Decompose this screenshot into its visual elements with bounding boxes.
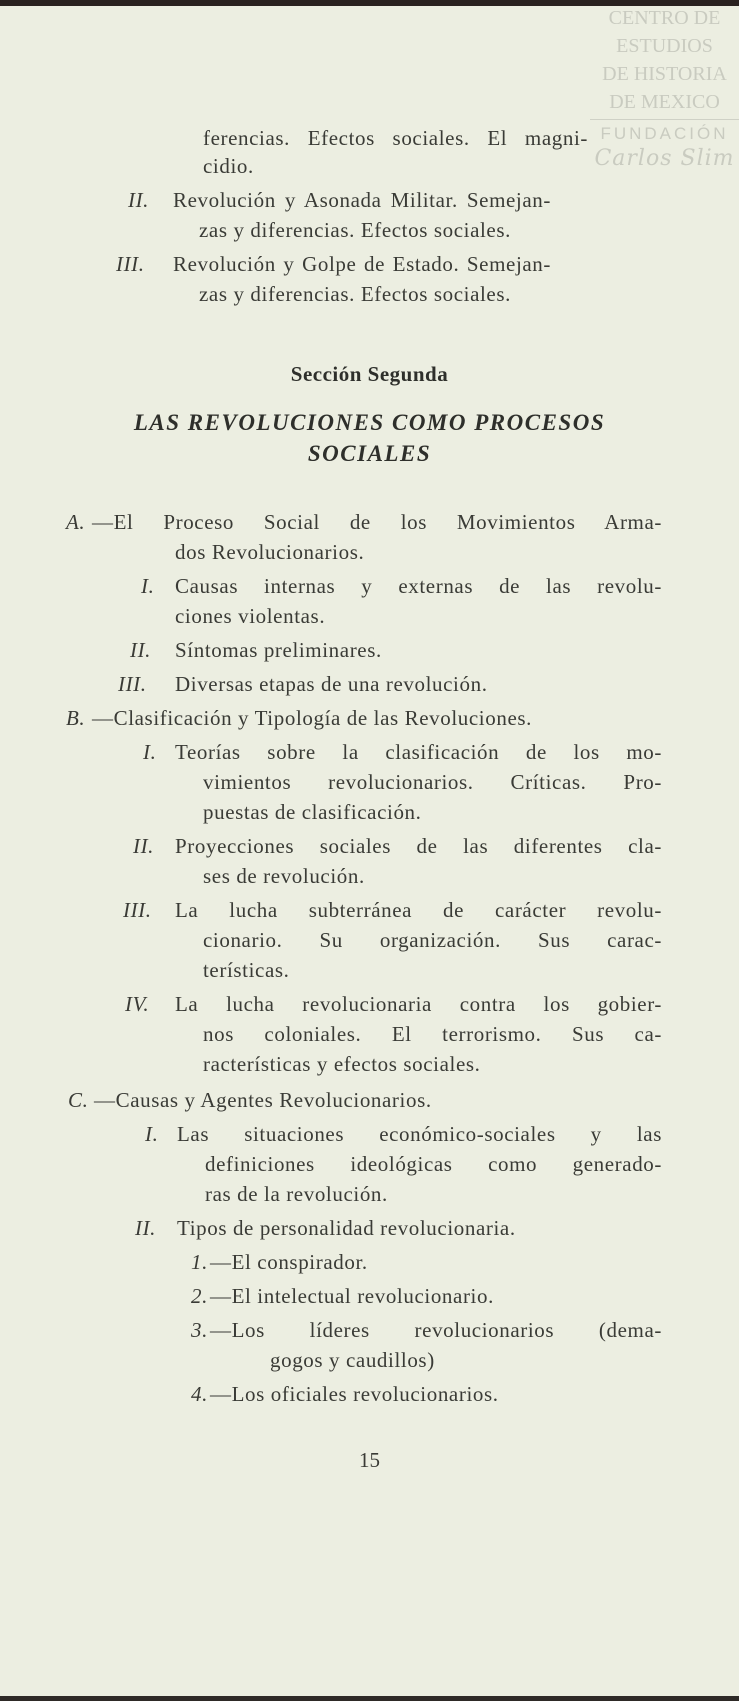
watermark — [590, 4, 739, 173]
text-line: puestas de clasificación. — [203, 800, 422, 824]
text-line: Proyecciones sociales de las diferentes cla- — [175, 834, 662, 858]
heading-letter: A. — [66, 510, 86, 534]
watermark-signature: Carlos Slim — [594, 146, 735, 171]
item-numeral: I. — [141, 574, 155, 598]
section-title: SOCIALES — [307, 441, 432, 466]
subitem-number: 1. — [191, 1250, 208, 1274]
item-numeral: IV. — [125, 992, 150, 1016]
text-line: definiciones ideológicas como generado- — [205, 1152, 662, 1176]
text-line: vimientos revolucionarios. Críticas. Pro- — [203, 770, 662, 794]
text-line: —Los oficiales revolucionarios. — [210, 1382, 499, 1406]
heading-letter: B. — [66, 706, 86, 730]
watermark-divider — [590, 119, 739, 120]
text-line: nos coloniales. El terrorismo. Sus ca- — [203, 1022, 662, 1046]
text-line: cionario. Su organización. Sus carac- — [203, 928, 662, 952]
watermark-fundacion: FUNDACIÓN — [600, 124, 729, 143]
scan-edge-bottom — [0, 1696, 739, 1701]
text-line: —El intelectual revolucionario. — [210, 1284, 494, 1308]
watermark-line: ESTUDIOS — [616, 35, 713, 57]
text-line: —Causas y Agentes Revolucionarios. — [94, 1088, 432, 1112]
text-line: ciones violentas. — [175, 604, 326, 628]
item-numeral: III. — [116, 252, 145, 276]
text-line: racterísticas y efectos sociales. — [203, 1052, 481, 1076]
text-line: —El Proceso Social de los Movimientos Arma- — [92, 510, 662, 534]
text-line: —Los líderes revolucionarios (dema- — [210, 1318, 662, 1342]
item-numeral: I. — [145, 1122, 159, 1146]
page-number: 15 — [359, 1448, 380, 1472]
text-line: cidio. — [203, 154, 254, 178]
section-title: LAS REVOLUCIONES COMO PROCESOS — [133, 410, 606, 435]
text-line: —Clasificación y Tipología de las Revoluciones. — [92, 706, 532, 730]
watermark-line: DE HISTORIA — [602, 63, 727, 85]
text-line: La lucha revolucionaria contra los gobier- — [175, 992, 662, 1016]
text-line: dos Revolucionarios. — [175, 540, 365, 564]
text-line: zas y diferencias. Efectos sociales. — [199, 282, 511, 306]
subitem-number: 2. — [191, 1284, 208, 1308]
text-line: zas y diferencias. Efectos sociales. — [199, 218, 511, 242]
subitem-number: 3. — [191, 1318, 208, 1342]
text-line: Revolución y Asonada Militar. Semejan- — [173, 188, 551, 212]
watermark-line: CENTRO DE — [608, 7, 721, 29]
item-numeral: II. — [135, 1216, 157, 1240]
text-line: Síntomas preliminares. — [175, 638, 382, 662]
item-numeral: III. — [118, 672, 147, 696]
heading-letter: C. — [68, 1088, 89, 1112]
subitem-number: 4. — [191, 1382, 208, 1406]
text-line: Teorías sobre la clasificación de los mo- — [175, 740, 662, 764]
text-line: Diversas etapas de una revolución. — [175, 672, 488, 696]
item-numeral: III. — [123, 898, 152, 922]
watermark-line: DE MEXICO — [609, 91, 720, 113]
text-line: ras de la revolución. — [205, 1182, 388, 1206]
text-line: Revolución y Golpe de Estado. Semejan- — [173, 252, 551, 276]
text-line: terísticas. — [203, 958, 290, 982]
text-line: ferencias. Efectos sociales. El magni- — [203, 126, 588, 150]
text-line: —El conspirador. — [210, 1250, 368, 1274]
text-line: Tipos de personalidad revolucionaria. — [177, 1216, 516, 1240]
section-label: Sección Segunda — [290, 362, 449, 386]
text-line: ses de revolución. — [203, 864, 365, 888]
item-numeral: II. — [128, 188, 150, 212]
text-line: Las situaciones económico-sociales y las — [177, 1122, 662, 1146]
item-numeral: II. — [133, 834, 155, 858]
text-line: Causas internas y externas de las revolu- — [175, 574, 662, 598]
item-numeral: I. — [143, 740, 157, 764]
text-line: La lucha subterránea de carácter revolu- — [175, 898, 662, 922]
text-line: gogos y caudillos) — [270, 1348, 435, 1372]
item-numeral: II. — [130, 638, 152, 662]
